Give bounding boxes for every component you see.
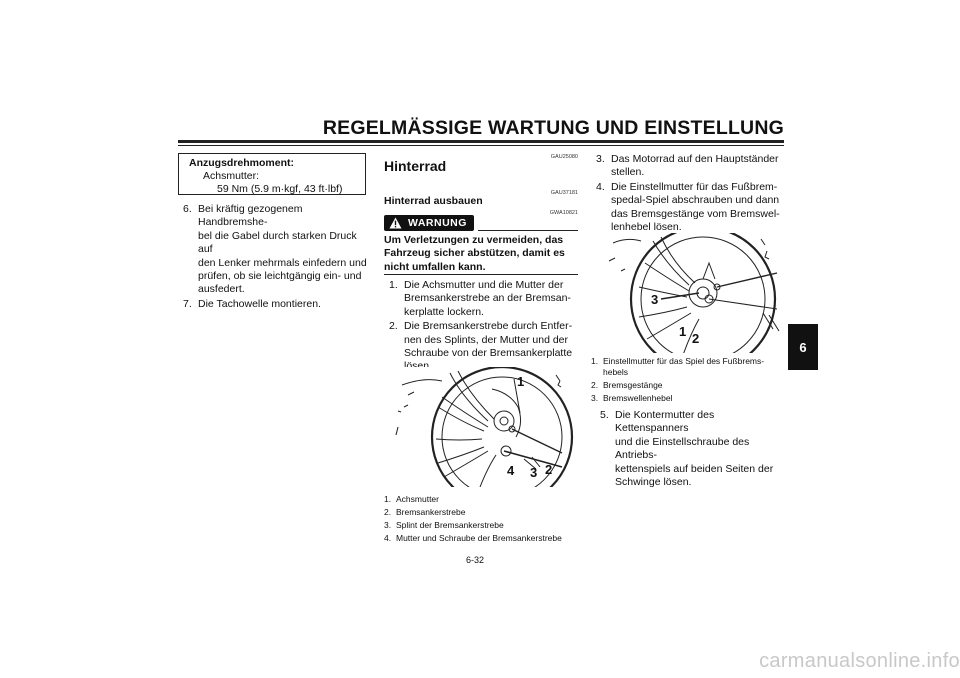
step-number: 1. <box>389 279 398 291</box>
step-line: Die Bremsankerstrebe durch Entfer- <box>404 320 573 333</box>
step-item <box>178 298 370 311</box>
legend-number: 4. <box>384 533 392 543</box>
step-line: Die Einstellmutter für das Fußbrem- <box>611 180 778 193</box>
figure-callout-3: 3 <box>651 292 659 307</box>
torque-box-title: Anzugsdrehmoment: <box>189 157 294 169</box>
step-line: Die Achsmutter und die Mutter der <box>404 279 564 291</box>
legend-item <box>384 519 584 532</box>
step-line: spedal-Spiel abschrauben und dann <box>611 194 780 207</box>
step-item <box>591 181 787 235</box>
legend-number: 2. <box>384 507 392 517</box>
legend-text: hebels <box>603 367 629 377</box>
step-line: lenhebel lösen. <box>611 221 682 234</box>
header-rule-thick <box>178 140 784 143</box>
step-number: 7. <box>183 297 192 310</box>
warning-line: Fahrzeug sicher abstützen, damit es <box>384 247 565 260</box>
brake-rod-illustration <box>591 233 785 353</box>
watermark: carmanualsonline.info <box>759 650 960 672</box>
header-rule-thin <box>178 145 784 146</box>
legend-item <box>591 356 787 378</box>
legend-text: Achsmutter <box>396 494 439 504</box>
figure-legend <box>591 356 787 404</box>
figure-callout-1: 1 <box>517 374 525 389</box>
page-header-title: REGELMÄSSIGE WARTUNG UND EINSTELLUNG <box>322 117 784 139</box>
warning-triangle-icon <box>389 217 402 229</box>
legend-text: Mutter und Schraube der Bremsankerstrebe <box>396 533 562 543</box>
chapter-tab: 6 <box>788 324 818 370</box>
legend-text: Splint der Bremsankerstrebe <box>396 520 504 530</box>
step-item <box>178 203 370 297</box>
reference-code: GAU37181 <box>550 190 578 196</box>
legend-item <box>591 393 787 404</box>
warning-line: nicht umfallen kann. <box>384 260 486 273</box>
step-number: 6. <box>183 203 192 215</box>
step-line: den Lenker mehrmals einfedern und <box>198 256 367 269</box>
figure-legend <box>384 493 584 545</box>
step-number: 3. <box>596 153 605 165</box>
step-number: 5. <box>600 409 609 421</box>
torque-box-label: Achsmutter: <box>203 170 260 182</box>
legend-number: 1. <box>591 356 599 366</box>
legend-text: Bremsankerstrebe <box>396 507 466 517</box>
step-line: und die Einstellschraube des Antriebs- <box>615 435 750 462</box>
warning-text <box>384 234 578 274</box>
warning-badge <box>384 215 474 231</box>
legend-text: Einstellmutter für das Spiel des Fußbrems- <box>603 356 765 366</box>
legend-number: 3. <box>384 520 392 530</box>
step-line: das Bremsgestänge vom Bremswel- <box>611 207 780 220</box>
legend-number: 3. <box>591 393 599 403</box>
step-line: stellen. <box>611 166 645 179</box>
step-line: kettenspiels auf beiden Seiten der <box>615 462 774 475</box>
legend-text: Bremswellenhebel <box>603 393 673 403</box>
step-line: Schwinge lösen. <box>615 476 692 489</box>
step-item <box>384 320 580 374</box>
legend-text: Bremsgestänge <box>603 380 663 390</box>
middle-steps <box>384 279 580 374</box>
step-line: Schraube von der Bremsankerplatte <box>404 347 573 360</box>
warning-label: WARNUNG <box>408 217 467 229</box>
step-line: Die Tachowelle montieren. <box>198 297 321 310</box>
reference-code: GAU25080 <box>550 154 578 160</box>
legend-item <box>591 380 787 391</box>
page-number: 6-32 <box>466 555 485 565</box>
figure-callout-3: 3 <box>530 465 538 480</box>
step-item <box>384 279 580 319</box>
step-line: nen des Splints, der Mutter und der <box>404 333 569 346</box>
step-line: Die Kontermutter des Kettenspanners <box>615 409 715 435</box>
warning-line: Um Verletzungen zu vermeiden, das <box>384 234 564 246</box>
legend-item <box>384 493 584 506</box>
torque-spec-box <box>178 153 366 195</box>
warning-rule <box>478 230 578 231</box>
legend-item <box>384 532 584 545</box>
step-line: Bremsankerstrebe an der Bremsan- <box>404 292 571 305</box>
step-number: 2. <box>389 320 398 333</box>
step-line: Das Motorrad auf den Hauptständer <box>611 153 779 165</box>
section-title: Hinterrad <box>384 158 447 174</box>
figure-callout-4: 4 <box>507 463 515 478</box>
step-line: bel die Gabel durch starken Druck auf <box>198 229 357 256</box>
step-line: ausfedert. <box>198 283 245 296</box>
step-number: 4. <box>596 180 605 193</box>
torque-box-value: 59 Nm (5.9 m·kgf, 43 ft·lbf) <box>217 183 343 195</box>
step-item <box>591 409 789 489</box>
left-steps <box>178 203 370 311</box>
legend-item <box>384 506 584 519</box>
figure-callout-2: 2 <box>545 462 553 477</box>
right-steps-top <box>591 153 787 234</box>
reference-code: GWA10821 <box>549 210 578 216</box>
figure-callout-2: 2 <box>692 331 700 346</box>
legend-number: 2. <box>591 380 599 390</box>
rear-wheel-axle-illustration <box>384 367 578 487</box>
subsection-title: Hinterrad ausbauen <box>384 195 483 207</box>
figure-callout-1: 1 <box>679 324 687 339</box>
legend-number: 1. <box>384 494 392 504</box>
warning-rule-bottom <box>384 274 578 275</box>
right-steps-bottom <box>591 409 789 489</box>
step-item <box>591 153 787 180</box>
step-line: kerplatte lockern. <box>404 305 484 318</box>
step-line: Bei kräftig gezogenem Handbremshe- <box>198 203 303 229</box>
step-line: prüfen, ob sie leichtgängig ein- und <box>198 270 362 283</box>
